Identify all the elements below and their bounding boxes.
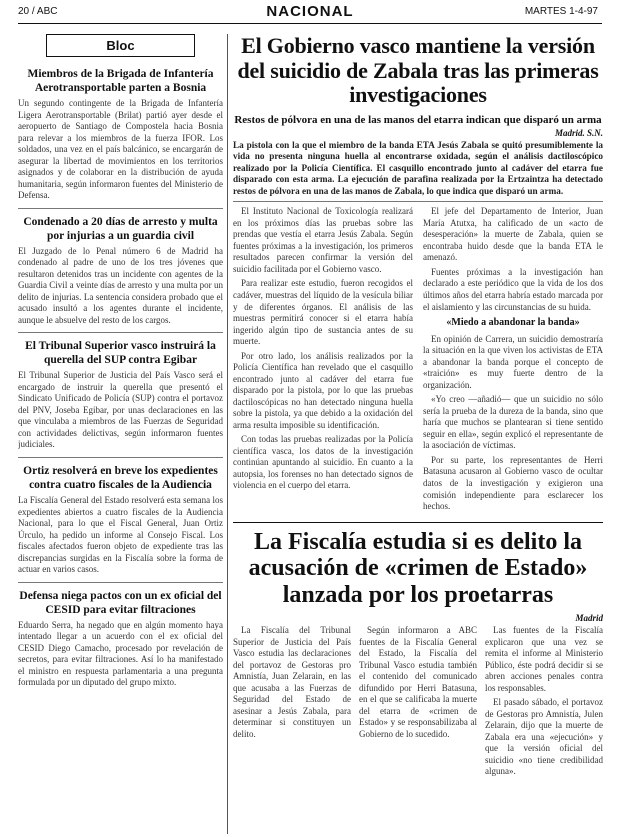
brief-item	[18, 339, 223, 451]
story-headline: El Gobierno vasco mantiene la versión del suicidio de Zabala tras las primeras investigaciones	[237, 33, 599, 108]
paragraph: Para realizar este estudio, fueron recogidos el cadáver, muestras del líquido de la vesícula biliar y de diferentes órganos. El análisis de las muestras permitirá conocer si el etarra había ingerido algún tipo de sustancia antes de su muerte.	[233, 278, 413, 347]
brief-text: El Juzgado de lo Penal número 6 de Madrid ha condenado al padre de uno de los tres jóvenes que resultaron detenidos tras un incidente con agentes de la Guardia Civil a veinte días de arresto y una multa por un delito de injurias. La sentencia considera probado que el acusado insultó a los agentes durante el incidente, aunque le absuelve del resto de los cargos.	[18, 245, 223, 325]
body-column	[233, 206, 413, 515]
paragraph: «Yo creo —añadió— que un suicidio no sólo sería la prueba de la dureza de la banda, sino que haría que muchos se plantearan si tiene sentido seguir en ella», según explicó el representante de la asociación de víctimas.	[423, 394, 603, 451]
divider	[18, 582, 223, 583]
paragraph: La Fiscalía del Tribunal Superior de Justicia del País Vasco estudia las declaraciones del portavoz de Gestoras pro Amnistía, Juan Zelarain, en las que acusaba a las Fuerzas de Seguridad del Estado de asesinar a Jesús Zabala, para determinar si constituyen un delito.	[233, 625, 351, 739]
paragraph: El pasado sábado, el portavoz de Gestoras pro Amnistía, Julen Zelarain, dijo que la muerte de Zabala era una «ejecución» y que la versión oficial del suicidio «no tiene credibilidad alguna».	[485, 697, 603, 777]
section-title: NACIONAL	[266, 3, 354, 20]
header-rule	[18, 23, 602, 24]
brief-title: Defensa niega pactos con un ex oficial del CESID para evitar filtraciones	[19, 589, 222, 616]
story-headline: La Fiscalía estudia si es delito la acusación de «crimen de Estado» lanzada por los proetarras	[248, 528, 588, 609]
brief-title: Ortiz resolverá en breve los expedientes contra cuatro fiscales de la Audiencia	[23, 464, 218, 491]
brief-item	[18, 464, 223, 576]
brief-title: El Tribunal Superior vasco instruirá la querella del SUP contra Egibar	[25, 340, 216, 367]
paragraph: Las fuentes de la Fiscalía explicaron que una vez se remita el informe al Ministerio Público, éste podrá decidir si se abren acciones penales contra los responsables.	[485, 625, 603, 693]
brief-title: Condenado a 20 días de arresto y multa por injurias a un guardia civil	[23, 215, 218, 242]
body-column	[485, 625, 603, 781]
body-column	[233, 625, 351, 781]
body-column	[423, 206, 603, 515]
paragraph: El Instituto Nacional de Toxicología realizará en los próximos días las pruebas sobre las prendas que vestía el etarra Jesús Zabala. Según fuentes próximas a la investigación, los primeros resultados parecen confirmar la versión del suicidio facilitada por el Gobierno vasco.	[233, 206, 413, 274]
brief-text: La Fiscalía General del Estado resolverá esta semana los expedientes abiertos a cuatro fiscales de la Audiencia Nacional, para lo que el Fiscal General, Juan Ortiz Úrculo, ha pedido un informe al Consejo Fiscal. Los fiscales afectados fueron objeto de expediente tras las discrepancias surgidas en la Fiscalía sobre la forma de actuar en varios casos.	[18, 494, 223, 575]
story-body	[233, 206, 603, 515]
story-fiscalia	[233, 529, 603, 781]
paragraph: Por su parte, los representantes de Herri Batasuna acusaron al Gobierno vasco de ocultar datos de la investigación y exigieron una comisión independiente para esclarecer los hechos.	[423, 454, 603, 512]
brief-title: Miembros de la Brigada de Infantería Aerotransportable parten a Bosnia	[27, 68, 214, 95]
story-byline: Madrid	[575, 613, 603, 624]
paragraph: Fuentes próximas a la investigación han declarado a este periódico que la vida de los dos últimos años del etarra habría estado marcada por el aislamiento y las circunstancias de su huida.	[423, 266, 603, 312]
bloc-label: Bloc	[46, 34, 195, 57]
story-zabala	[233, 34, 603, 516]
brief-item	[18, 589, 223, 689]
brief-text: Eduardo Serra, ha negado que en algún momento haya intentado llegar a un acuerdo con el ex oficial del CESID Diego Camacho, procesado por revelación de secretos, para evitar filtraciones. Así lo ha manifestado el ministro en respuesta parlamentaria a una pregunta formulada por un diputado del grupo mixto.	[18, 619, 223, 688]
main-column	[233, 34, 603, 781]
page-header	[0, 0, 620, 26]
page-folio: 20 / ABC	[18, 6, 58, 17]
divider	[18, 208, 223, 209]
story-lead: La pistola con la que el miembro de la banda ETA Jesús Zabala se quitó presumiblemente la vida no presenta ninguna huella al encontrarse oxidada, según el análisis dactiloscópico realizado por la Policía Científica. El casquillo encontrado junto al cadáver del etarra fue disparado con esta arma. La ejecución de parafina realizada por la Ertzaintza ha detectado restos de pólvora en una de las manos de Zabala, lo que indica que disparó un arma.	[233, 139, 603, 196]
divider	[18, 332, 223, 333]
intertitle: «Miedo a abandonar la banda»	[446, 317, 580, 329]
story-body	[233, 625, 603, 781]
paragraph: En opinión de Carrera, un suicidio demostraría la situación en la que viven los activistas de ETA a abandonar la banda porque el concepto de «traición» es muy fuerte dentro de la organización.	[423, 333, 603, 390]
brief-item	[18, 215, 223, 327]
brief-item	[18, 67, 223, 202]
paragraph: Con todas las pruebas realizadas por la Policía científica vasca, los datos de la investigación continúan apuntando al suicidio. En cuanto a la autopsia, los forenses no han detectado signos de violencia en el cuerpo del etarra.	[233, 434, 413, 491]
paragraph: Según informaron a ABC fuentes de la Fiscalía General del Estado, la Fiscalía del Tribunal Vasco estudia también el contenido del comunicado difundido por Herri Batasuna, en el que se calificaba la muerte del etarra de «crimen de Estado» y se responsabilizaba al Gobierno de lo sucedido.	[359, 625, 477, 739]
paragraph: El jefe del Departamento de Interior, Juan María Atutxa, ha calificado de un «acto de desesperación» la muerte de Zabala, quien se encontraba huido desde que la banda ETA le amenazó.	[423, 206, 603, 263]
paragraph: Por otro lado, los análisis realizados por la Policía Científica han revelado que el casquillo encontrado junto al cadáver del etarra fue disparado por la pistola, por lo que las pruebas dactiloscópicas no han detectado ninguna huella sobre la pistola, ya que debido a la oxidación del arma resulta imposible su identificación.	[233, 350, 413, 430]
body-column	[359, 625, 477, 781]
divider	[233, 522, 603, 523]
issue-date: MARTES 1-4-97	[524, 6, 598, 17]
divider	[18, 457, 223, 458]
divider	[233, 201, 603, 202]
brief-text: El Tribunal Superior de Justicia del País Vasco será el encargado de instruir la querella que presentó el Sindicato Unificado de Policía (SUP) contra el portavoz del PNV, Joseba Egibar, por unas declaraciones en las que vinculaba a miembros de las Fuerzas de Seguridad con actividades delictivas, según informaron fuentes judiciales.	[18, 370, 223, 450]
story-byline: Madrid. S.N.	[554, 127, 603, 138]
brief-text: Un segundo contingente de la Brigada de Infantería Ligera Aerotransportable (Brilat) partió ayer desde el aeropuerto de Santiago de Compostela hacia Bosnia para relevar a los miembros de la fuerza IFOR. Los soldados, una vez en el país balcánico, se encargarán de asegurar la libertad de movimientos en los territorios asignados y de colaborar en la distribución de ayuda humanitaria, según informaron fuentes del Ministerio de Defensa.	[18, 98, 223, 201]
bloc-column	[18, 34, 223, 834]
column-divider	[227, 34, 228, 834]
story-subhead: Restos de pólvora en una de las manos del etarra indican que disparó un arma	[234, 113, 602, 126]
